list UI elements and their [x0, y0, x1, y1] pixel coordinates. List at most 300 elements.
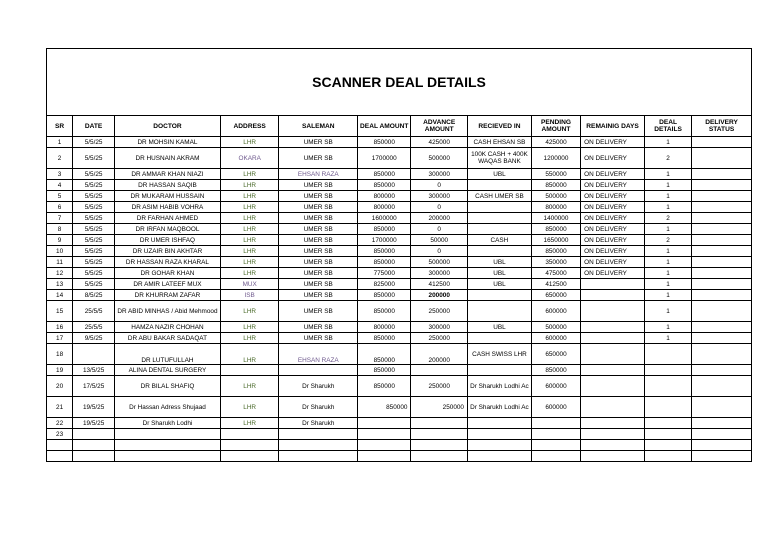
cell-pending-amount: 550000 — [531, 169, 580, 180]
cell-saleman: Dr Sharukh — [279, 376, 358, 397]
cell-remainig-days: ON DELIVERY — [581, 137, 645, 148]
cell-address: LHR — [220, 397, 279, 418]
cell-deal-details: 1 — [644, 333, 691, 344]
cell-deal-amount: 800000 — [358, 202, 411, 213]
empty-cell — [644, 440, 691, 451]
cell-doctor: DR IRFAN MAQBOOL — [115, 224, 221, 235]
cell-deal-amount: 850000 — [358, 224, 411, 235]
cell-pending-amount: 412500 — [531, 279, 580, 290]
table-row — [47, 246, 752, 257]
cell-pending-amount: 475000 — [531, 268, 580, 279]
cell-delivery-status — [692, 148, 752, 169]
column-header-advance-amount: ADVANCE AMOUNT — [411, 116, 468, 137]
cell-remainig-days: ON DELIVERY — [581, 257, 645, 268]
cell-delivery-status — [692, 257, 752, 268]
cell-recieved-in: UBL — [467, 322, 531, 333]
cell-recieved-in: UBL — [467, 257, 531, 268]
cell-pending-amount: 650000 — [531, 344, 580, 365]
table-row — [47, 290, 752, 301]
cell-saleman: UMER SB — [279, 322, 358, 333]
cell-pending-amount: 1200000 — [531, 148, 580, 169]
cell-deal-amount — [358, 429, 411, 440]
cell-address: LHR — [220, 235, 279, 246]
cell-saleman: UMER SB — [279, 224, 358, 235]
cell-date: 5/5/25 — [73, 169, 115, 180]
cell-doctor: DR MOHSIN KAMAL — [115, 137, 221, 148]
table-row — [47, 365, 752, 376]
cell-deal-details: 2 — [644, 235, 691, 246]
empty-cell — [358, 451, 411, 462]
empty-cell — [220, 440, 279, 451]
cell-address: LHR — [220, 246, 279, 257]
cell-date: 5/5/25 — [73, 235, 115, 246]
table-row — [47, 268, 752, 279]
cell-address: LHR — [220, 213, 279, 224]
cell-delivery-status — [692, 322, 752, 333]
cell-advance-amount: 500000 — [411, 257, 468, 268]
cell-doctor: DR HASSAN RAZA KHARAL — [115, 257, 221, 268]
cell-sr: 12 — [47, 268, 73, 279]
cell-address — [220, 429, 279, 440]
cell-doctor: DR BILAL SHAFIQ — [115, 376, 221, 397]
cell-date: 17/5/25 — [73, 376, 115, 397]
cell-saleman: UMER SB — [279, 202, 358, 213]
column-header-remainig-days: REMAINIG DAYS — [581, 116, 645, 137]
cell-deal-details: 1 — [644, 169, 691, 180]
cell-pending-amount: 500000 — [531, 322, 580, 333]
cell-date: 19/5/25 — [73, 418, 115, 429]
cell-sr: 6 — [47, 202, 73, 213]
cell-saleman: UMER SB — [279, 333, 358, 344]
cell-recieved-in: UBL — [467, 268, 531, 279]
cell-saleman — [279, 429, 358, 440]
cell-address: ISB — [220, 290, 279, 301]
cell-advance-amount: 425000 — [411, 137, 468, 148]
cell-date: 5/5/25 — [73, 257, 115, 268]
cell-pending-amount: 850000 — [531, 365, 580, 376]
cell-doctor: DR LUTUFULLAH — [115, 344, 221, 365]
cell-remainig-days: ON DELIVERY — [581, 224, 645, 235]
cell-advance-amount: 300000 — [411, 268, 468, 279]
cell-deal-details — [644, 344, 691, 365]
cell-delivery-status — [692, 344, 752, 365]
table-row — [47, 397, 752, 418]
cell-remainig-days — [581, 279, 645, 290]
cell-remainig-days: ON DELIVERY — [581, 268, 645, 279]
cell-recieved-in — [467, 202, 531, 213]
cell-sr: 4 — [47, 180, 73, 191]
cell-delivery-status — [692, 333, 752, 344]
cell-advance-amount: 0 — [411, 246, 468, 257]
cell-delivery-status — [692, 376, 752, 397]
cell-date — [73, 429, 115, 440]
cell-date: 9/5/25 — [73, 333, 115, 344]
cell-sr: 2 — [47, 148, 73, 169]
cell-date: 5/5/25 — [73, 213, 115, 224]
cell-address: LHR — [220, 376, 279, 397]
cell-pending-amount: 650000 — [531, 290, 580, 301]
cell-recieved-in — [467, 246, 531, 257]
cell-address: LHR — [220, 322, 279, 333]
cell-deal-details: 1 — [644, 137, 691, 148]
cell-deal-details — [644, 365, 691, 376]
cell-advance-amount: 0 — [411, 224, 468, 235]
cell-address: LHR — [220, 224, 279, 235]
empty-cell — [531, 451, 580, 462]
cell-recieved-in: Dr Sharukh Lodhi Ac — [467, 397, 531, 418]
table-row — [47, 333, 752, 344]
table-row — [47, 322, 752, 333]
cell-remainig-days: ON DELIVERY — [581, 202, 645, 213]
cell-pending-amount — [531, 429, 580, 440]
empty-cell — [279, 451, 358, 462]
cell-recieved-in: CASH SWISS LHR — [467, 344, 531, 365]
header-row — [47, 116, 752, 137]
column-header-delivery-status: DELIVERY STATUS — [692, 116, 752, 137]
cell-doctor: DR UMER ISHFAQ — [115, 235, 221, 246]
cell-deal-amount: 850000 — [358, 137, 411, 148]
cell-date: 5/5/25 — [73, 148, 115, 169]
cell-pending-amount: 600000 — [531, 301, 580, 322]
cell-delivery-status — [692, 290, 752, 301]
cell-deal-details: 1 — [644, 290, 691, 301]
cell-saleman — [279, 365, 358, 376]
column-header-date: DATE — [73, 116, 115, 137]
cell-remainig-days: ON DELIVERY — [581, 169, 645, 180]
cell-sr: 21 — [47, 397, 73, 418]
cell-advance-amount — [411, 365, 468, 376]
cell-doctor: DR KHURRAM ZAFAR — [115, 290, 221, 301]
table-row — [47, 148, 752, 169]
cell-saleman: EHSAN RAZA — [279, 344, 358, 365]
cell-deal-details — [644, 397, 691, 418]
empty-cell — [531, 440, 580, 451]
cell-saleman: UMER SB — [279, 148, 358, 169]
cell-doctor — [115, 429, 221, 440]
cell-date: 5/5/25 — [73, 268, 115, 279]
cell-deal-details: 1 — [644, 224, 691, 235]
cell-doctor: DR ABID MINHAS / Abid Mehmood — [115, 301, 221, 322]
cell-saleman: UMER SB — [279, 257, 358, 268]
table-row — [47, 137, 752, 148]
cell-address: LHR — [220, 202, 279, 213]
cell-advance-amount: 0 — [411, 180, 468, 191]
cell-deal-amount: 850000 — [358, 257, 411, 268]
cell-recieved-in — [467, 290, 531, 301]
cell-sr: 10 — [47, 246, 73, 257]
cell-address: LHR — [220, 169, 279, 180]
cell-pending-amount: 600000 — [531, 333, 580, 344]
cell-doctor: DR AMMAR KHAN NIAZI — [115, 169, 221, 180]
cell-sr: 16 — [47, 322, 73, 333]
cell-advance-amount: 500000 — [411, 148, 468, 169]
cell-sr: 13 — [47, 279, 73, 290]
cell-doctor: Dr Sharukh Lodhi — [115, 418, 221, 429]
cell-saleman: UMER SB — [279, 246, 358, 257]
cell-sr: 17 — [47, 333, 73, 344]
table-body — [47, 137, 752, 462]
cell-recieved-in — [467, 418, 531, 429]
cell-deal-amount: 850000 — [358, 169, 411, 180]
cell-pending-amount: 1400000 — [531, 213, 580, 224]
cell-address — [220, 365, 279, 376]
cell-sr: 15 — [47, 301, 73, 322]
cell-advance-amount: 250000 — [411, 333, 468, 344]
empty-cell — [692, 451, 752, 462]
cell-advance-amount: 50000 — [411, 235, 468, 246]
cell-advance-amount: 300000 — [411, 322, 468, 333]
cell-sr: 5 — [47, 191, 73, 202]
cell-delivery-status — [692, 397, 752, 418]
empty-cell — [47, 451, 73, 462]
cell-date: 5/5/25 — [73, 191, 115, 202]
empty-row — [47, 451, 752, 462]
cell-sr: 1 — [47, 137, 73, 148]
cell-advance-amount: 200000 — [411, 213, 468, 224]
cell-date: 13/5/25 — [73, 365, 115, 376]
cell-deal-details: 1 — [644, 257, 691, 268]
table-row — [47, 202, 752, 213]
cell-doctor: ALINA DENTAL SURGERY — [115, 365, 221, 376]
cell-remainig-days: ON DELIVERY — [581, 148, 645, 169]
cell-remainig-days — [581, 397, 645, 418]
cell-saleman: EHSAN RAZA — [279, 169, 358, 180]
cell-doctor: DR AMIR LATEEF MUX — [115, 279, 221, 290]
cell-sr: 20 — [47, 376, 73, 397]
cell-deal-amount: 1700000 — [358, 148, 411, 169]
cell-deal-details: 1 — [644, 191, 691, 202]
cell-delivery-status — [692, 169, 752, 180]
empty-cell — [115, 451, 221, 462]
cell-deal-amount: 1600000 — [358, 213, 411, 224]
cell-deal-details: 1 — [644, 268, 691, 279]
cell-date — [73, 344, 115, 365]
cell-address: LHR — [220, 301, 279, 322]
cell-address: LHR — [220, 191, 279, 202]
column-header-pending-amount: PENDING AMOUNT — [531, 116, 580, 137]
cell-advance-amount: 412500 — [411, 279, 468, 290]
cell-deal-amount: 850000 — [358, 180, 411, 191]
cell-recieved-in — [467, 224, 531, 235]
cell-date: 5/5/25 — [73, 224, 115, 235]
column-header-sr: SR — [47, 116, 73, 137]
cell-pending-amount: 500000 — [531, 191, 580, 202]
cell-remainig-days — [581, 333, 645, 344]
cell-date: 5/5/25 — [73, 202, 115, 213]
cell-address: LHR — [220, 333, 279, 344]
table-row — [47, 418, 752, 429]
empty-cell — [220, 451, 279, 462]
cell-sr: 19 — [47, 365, 73, 376]
cell-delivery-status — [692, 301, 752, 322]
cell-delivery-status — [692, 137, 752, 148]
cell-pending-amount: 850000 — [531, 224, 580, 235]
empty-cell — [467, 440, 531, 451]
cell-address: OKARA — [220, 148, 279, 169]
cell-deal-amount: 850000 — [358, 397, 411, 418]
cell-doctor: DR MUKARAM HUSSAIN — [115, 191, 221, 202]
cell-deal-details: 1 — [644, 246, 691, 257]
cell-date: 25/5/5 — [73, 301, 115, 322]
cell-recieved-in: CASH EHSAN SB — [467, 137, 531, 148]
cell-deal-details: 1 — [644, 202, 691, 213]
empty-cell — [581, 440, 645, 451]
cell-saleman: UMER SB — [279, 235, 358, 246]
cell-saleman: UMER SB — [279, 191, 358, 202]
cell-doctor: Dr Hassan Adress Shujaad — [115, 397, 221, 418]
cell-sr: 18 — [47, 344, 73, 365]
cell-deal-amount: 850000 — [358, 365, 411, 376]
cell-address: LHR — [220, 418, 279, 429]
cell-delivery-status — [692, 180, 752, 191]
cell-date: 5/5/25 — [73, 279, 115, 290]
cell-advance-amount — [411, 418, 468, 429]
cell-advance-amount: 200000 — [411, 344, 468, 365]
column-header-doctor: DOCTOR — [115, 116, 221, 137]
cell-doctor: HAMZA NAZIR CHOHAN — [115, 322, 221, 333]
cell-deal-details: 1 — [644, 301, 691, 322]
column-header-recieved-in: RECIEVED IN — [467, 116, 531, 137]
table-row — [47, 301, 752, 322]
cell-advance-amount: 200000 — [411, 290, 468, 301]
empty-cell — [411, 440, 468, 451]
empty-cell — [358, 440, 411, 451]
table-row — [47, 180, 752, 191]
cell-sr: 22 — [47, 418, 73, 429]
cell-recieved-in — [467, 365, 531, 376]
cell-recieved-in — [467, 429, 531, 440]
cell-deal-amount: 850000 — [358, 344, 411, 365]
cell-remainig-days: ON DELIVERY — [581, 235, 645, 246]
cell-sr: 23 — [47, 429, 73, 440]
table-row — [47, 169, 752, 180]
cell-saleman: UMER SB — [279, 213, 358, 224]
cell-delivery-status — [692, 279, 752, 290]
cell-deal-details — [644, 376, 691, 397]
cell-pending-amount: 600000 — [531, 376, 580, 397]
cell-deal-details — [644, 418, 691, 429]
cell-date: 5/5/25 — [73, 137, 115, 148]
cell-remainig-days: ON DELIVERY — [581, 246, 645, 257]
cell-recieved-in: 100K CASH + 400K WAQAS BANK — [467, 148, 531, 169]
cell-saleman: UMER SB — [279, 279, 358, 290]
cell-recieved-in — [467, 301, 531, 322]
cell-date: 8/5/25 — [73, 290, 115, 301]
cell-pending-amount: 800000 — [531, 202, 580, 213]
cell-sr: 11 — [47, 257, 73, 268]
table-row — [47, 213, 752, 224]
table-row — [47, 344, 752, 365]
cell-deal-details: 1 — [644, 322, 691, 333]
cell-address: MUX — [220, 279, 279, 290]
cell-advance-amount: 250000 — [411, 397, 468, 418]
cell-pending-amount: 425000 — [531, 137, 580, 148]
empty-cell — [411, 451, 468, 462]
cell-advance-amount: 300000 — [411, 191, 468, 202]
cell-address: LHR — [220, 268, 279, 279]
cell-delivery-status — [692, 224, 752, 235]
cell-doctor: DR HASSAN SAQIB — [115, 180, 221, 191]
cell-doctor: DR FARHAN AHMED — [115, 213, 221, 224]
cell-saleman: Dr Sharukh — [279, 397, 358, 418]
cell-delivery-status — [692, 235, 752, 246]
cell-deal-amount: 825000 — [358, 279, 411, 290]
table-row — [47, 376, 752, 397]
cell-remainig-days: ON DELIVERY — [581, 180, 645, 191]
column-header-deal-details: DEAL DETAILS — [644, 116, 691, 137]
cell-date: 5/5/25 — [73, 246, 115, 257]
cell-doctor: DR ASIM HABIB VOHRA — [115, 202, 221, 213]
table-row — [47, 429, 752, 440]
cell-address: LHR — [220, 137, 279, 148]
page-title: SCANNER DEAL DETAILS — [47, 49, 752, 116]
empty-cell — [47, 440, 73, 451]
cell-deal-amount: 850000 — [358, 301, 411, 322]
cell-address: LHR — [220, 257, 279, 268]
cell-doctor: DR ABU BAKAR SADAQAT — [115, 333, 221, 344]
cell-recieved-in: UBL — [467, 169, 531, 180]
cell-pending-amount: 350000 — [531, 257, 580, 268]
cell-doctor: DR HUSNAIN AKRAM — [115, 148, 221, 169]
cell-deal-details: 2 — [644, 148, 691, 169]
cell-doctor: DR UZAIR BIN AKHTAR — [115, 246, 221, 257]
cell-pending-amount: 600000 — [531, 397, 580, 418]
cell-delivery-status — [692, 268, 752, 279]
cell-saleman: UMER SB — [279, 268, 358, 279]
cell-deal-details: 1 — [644, 279, 691, 290]
table-row — [47, 257, 752, 268]
cell-pending-amount — [531, 418, 580, 429]
empty-row — [47, 440, 752, 451]
cell-remainig-days — [581, 429, 645, 440]
cell-deal-amount: 1700000 — [358, 235, 411, 246]
cell-saleman: UMER SB — [279, 290, 358, 301]
cell-saleman: UMER SB — [279, 137, 358, 148]
cell-recieved-in: CASH — [467, 235, 531, 246]
cell-advance-amount: 0 — [411, 202, 468, 213]
cell-pending-amount: 850000 — [531, 246, 580, 257]
cell-saleman: UMER SB — [279, 180, 358, 191]
cell-deal-amount: 850000 — [358, 333, 411, 344]
deal-details-table — [46, 48, 752, 462]
cell-advance-amount: 250000 — [411, 301, 468, 322]
cell-delivery-status — [692, 429, 752, 440]
cell-remainig-days — [581, 301, 645, 322]
cell-delivery-status — [692, 213, 752, 224]
cell-pending-amount: 1650000 — [531, 235, 580, 246]
cell-deal-amount: 800000 — [358, 191, 411, 202]
empty-cell — [467, 451, 531, 462]
table-row — [47, 191, 752, 202]
cell-remainig-days — [581, 344, 645, 365]
empty-cell — [115, 440, 221, 451]
table-row — [47, 279, 752, 290]
cell-deal-amount: 850000 — [358, 376, 411, 397]
cell-address: LHR — [220, 180, 279, 191]
cell-advance-amount: 250000 — [411, 376, 468, 397]
cell-remainig-days — [581, 418, 645, 429]
cell-doctor: DR GOHAR KHAN — [115, 268, 221, 279]
cell-deal-amount — [358, 418, 411, 429]
cell-remainig-days — [581, 290, 645, 301]
cell-delivery-status — [692, 246, 752, 257]
cell-date: 5/5/25 — [73, 180, 115, 191]
cell-pending-amount: 850000 — [531, 180, 580, 191]
empty-cell — [581, 451, 645, 462]
cell-delivery-status — [692, 191, 752, 202]
cell-sr: 14 — [47, 290, 73, 301]
cell-sr: 3 — [47, 169, 73, 180]
